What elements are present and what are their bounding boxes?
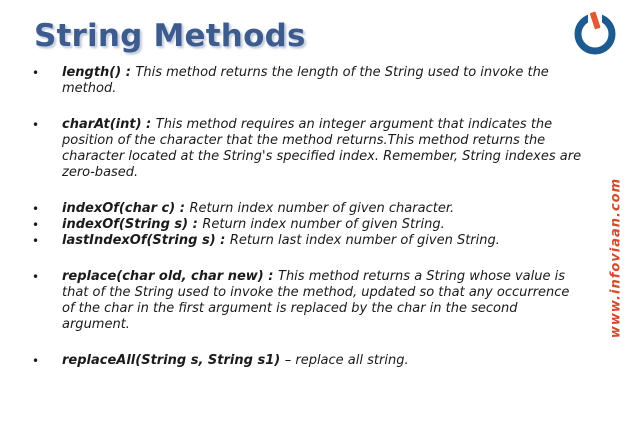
method-keyword: lastIndexOf(String s) : [62, 233, 230, 248]
bullet-icon: • [32, 66, 40, 80]
bullet-icon: • [32, 270, 40, 284]
method-keyword: replace(char old, char new) : [62, 269, 278, 284]
bullet-icon: • [32, 202, 40, 216]
bullet-icon: • [32, 354, 40, 368]
method-description: Return index number of given String. [202, 217, 445, 232]
bullet-icon: • [32, 218, 40, 232]
bullet-icon: • [32, 234, 40, 248]
infoviaan-logo-icon [572, 10, 618, 56]
method-keyword: length() : [62, 65, 136, 80]
brand-url [603, 178, 629, 338]
bullet-icon: • [32, 118, 40, 132]
list-item-charat [26, 117, 586, 181]
list-item-replaceall [26, 353, 586, 369]
method-description: This method returns a String whose value is that of the String used to invoke the method, updated so that any occurrence of the char in the first argument is replaced by the char in the second argument. [62, 269, 570, 332]
slide-title: String Methods [34, 18, 306, 54]
method-description: This method requires an integer argument that indicates the position of the character that the method returns.This method returns the character located at the String's specified index. Remember, String indexes are zero-based. [62, 117, 582, 180]
list-item-indexof-string [26, 217, 586, 233]
methods-list [26, 65, 586, 369]
method-description: Return index number of given character. [189, 201, 455, 216]
method-description: This method returns the length of the String used to invoke the method. [62, 65, 549, 96]
list-item-length [26, 65, 586, 97]
method-keyword: charAt(int) : [62, 117, 156, 132]
method-keyword: indexOf(String s) : [62, 217, 203, 232]
list-item-indexof-char [26, 201, 586, 217]
method-description: – replace all string. [284, 353, 409, 368]
method-description: Return last index number of given String. [229, 233, 500, 248]
list-item-replace [26, 269, 586, 333]
list-item-lastindexof [26, 233, 586, 249]
method-keyword: replaceAll(String s, String s1) [62, 353, 285, 368]
method-keyword: indexOf(char c) : [62, 201, 190, 216]
brand-url-text: www.infoviaan.com [608, 177, 624, 339]
